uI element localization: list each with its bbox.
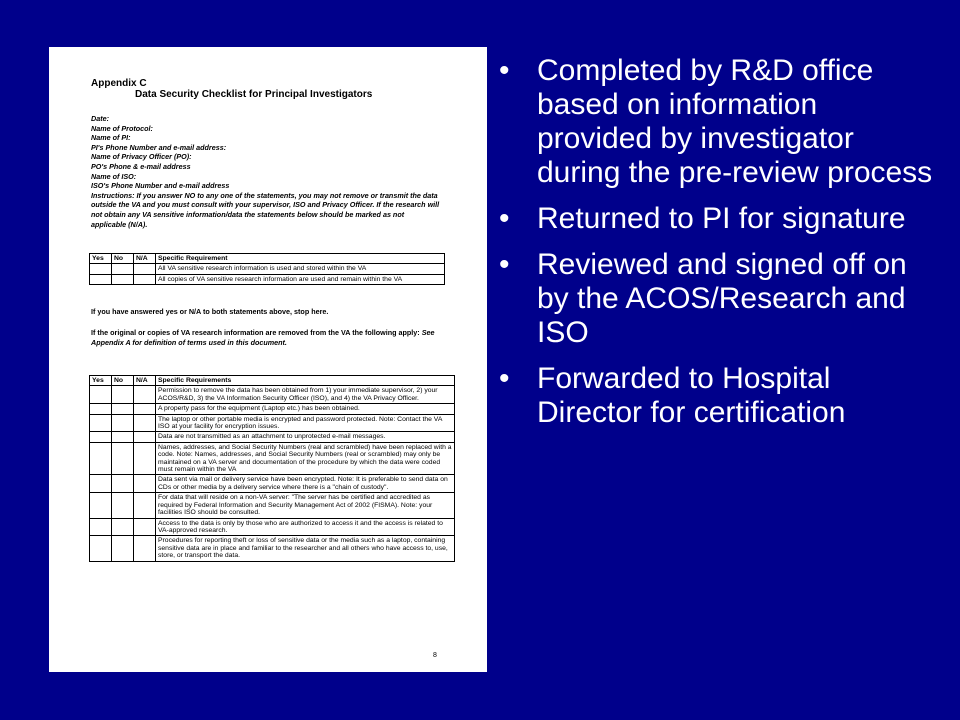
- checklist-table-1: [89, 253, 445, 285]
- field-protocol: Name of Protocol:: [91, 123, 153, 133]
- bullet-item: • Completed by R&D office based on information provided by investigator during the pre-review process: [497, 54, 937, 190]
- table-row: [90, 493, 455, 518]
- instructions-text: Instructions: If you answer NO to any one of the statements, you may not remove or transmit the data outside the VA and you must consult with your supervisor, ISO and Privacy Officer. If the research will not obtain any VA sensitive information/data the statements below should be marked as not applicable (N/A).: [91, 190, 440, 229]
- requirement-text: Permission to remove the data has been obtained from 1) your immediate supervisor, 2) your ACOS/R&D, 3) the VA Information Security Officer (ISO), and 4) the VA Privacy Officer.: [156, 386, 455, 404]
- table-row: [90, 475, 455, 493]
- field-pi: Name of PI:: [91, 133, 131, 143]
- table-row: [90, 432, 455, 442]
- requirement-text: Data are not transmitted as an attachment to unprotected e-mail messages.: [156, 432, 455, 442]
- appendix-label: Appendix C: [91, 78, 147, 89]
- requirement-text: Names, addresses, and Social Security Numbers (real and scrambled) have been replaced with a code. Note: Names, addresses, and Social Security Numbers (real or scrambled) may only be maintained on a VA server and documentation of the procedure by which the data were coded must remain within the VA: [156, 442, 455, 475]
- col-yes: Yes: [90, 254, 112, 264]
- requirement-text: Data sent via mail or delivery service have been encrypted. Note: It is preferable to send data on CDs or other media by a delivery service where there is a "chain of custody".: [156, 475, 455, 493]
- table-row: [90, 404, 455, 414]
- col-na: N/A: [134, 254, 156, 264]
- bullet-item: • Forwarded to Hospital Director for certification: [497, 362, 937, 430]
- bullet-list: [497, 54, 937, 442]
- col-na: N/A: [134, 376, 156, 386]
- table-row: [90, 386, 455, 404]
- table-row: [90, 274, 445, 284]
- table-row: [90, 442, 455, 475]
- field-pi-phone: PI's Phone Number and e-mail address:: [91, 142, 227, 152]
- col-requirement: Specific Requirement: [156, 254, 445, 264]
- col-yes: Yes: [90, 376, 112, 386]
- document-fields: [91, 114, 471, 229]
- col-requirements: Specific Requirements: [156, 376, 455, 386]
- requirement-text: Access to the data is only by those who are authorized to access it and the access is related to VA-approved research.: [156, 518, 455, 536]
- requirement-text: For data that will reside on a non-VA server: "The server has be certified and accredited as required by Federal Information and Security Management Act of 2002 (FISMA). Note: your facilities ISO should be consulted.: [156, 493, 455, 518]
- col-no: No: [112, 376, 134, 386]
- field-po-phone: PO's Phone & e-mail address: [91, 161, 191, 171]
- stop-note: If you have answered yes or N/A to both statements above, stop here.: [91, 307, 329, 316]
- removal-note: If the original or copies of VA research information are removed from the VA the following apply: See Appendix A for definition of terms used in this document.: [91, 328, 435, 347]
- page-number: 8: [433, 652, 437, 659]
- bullet-item: • Reviewed and signed off on by the ACOS/Research and ISO: [497, 248, 937, 350]
- field-privacy-officer: Name of Privacy Officer (PO):: [91, 152, 192, 162]
- requirement-text: The laptop or other portable media is encrypted and password protected. Note: Contact the VA ISO at your facility for encryption issues.: [156, 414, 455, 432]
- requirement-text: Procedures for reporting theft or loss of sensitive data or the media such as a laptop, containing sensitive data are in place and familiar to the researcher and all others who have access to, use, store, or transport the data.: [156, 536, 455, 561]
- checklist-document-image: [49, 47, 487, 672]
- requirement-text: All VA sensitive research information is used and stored within the VA: [156, 264, 445, 274]
- table-row: [90, 414, 455, 432]
- bullet-item: • Returned to PI for signature: [497, 202, 937, 236]
- table-row: [90, 518, 455, 536]
- document-title: Data Security Checklist for Principal Investigators: [135, 89, 373, 100]
- field-date: Date:: [91, 114, 109, 123]
- col-no: No: [112, 254, 134, 264]
- checklist-table-2: [89, 375, 455, 562]
- requirement-text: A property pass for the equipment (Laptop etc.) has been obtained.: [156, 404, 455, 414]
- field-iso-phone: ISO's Phone Number and e-mail address: [91, 181, 230, 191]
- requirement-text: All copies of VA sensitive research information are used and remain within the VA: [156, 274, 445, 284]
- field-iso: Name of ISO:: [91, 171, 137, 181]
- table-row: [90, 536, 455, 561]
- table-row: [90, 264, 445, 274]
